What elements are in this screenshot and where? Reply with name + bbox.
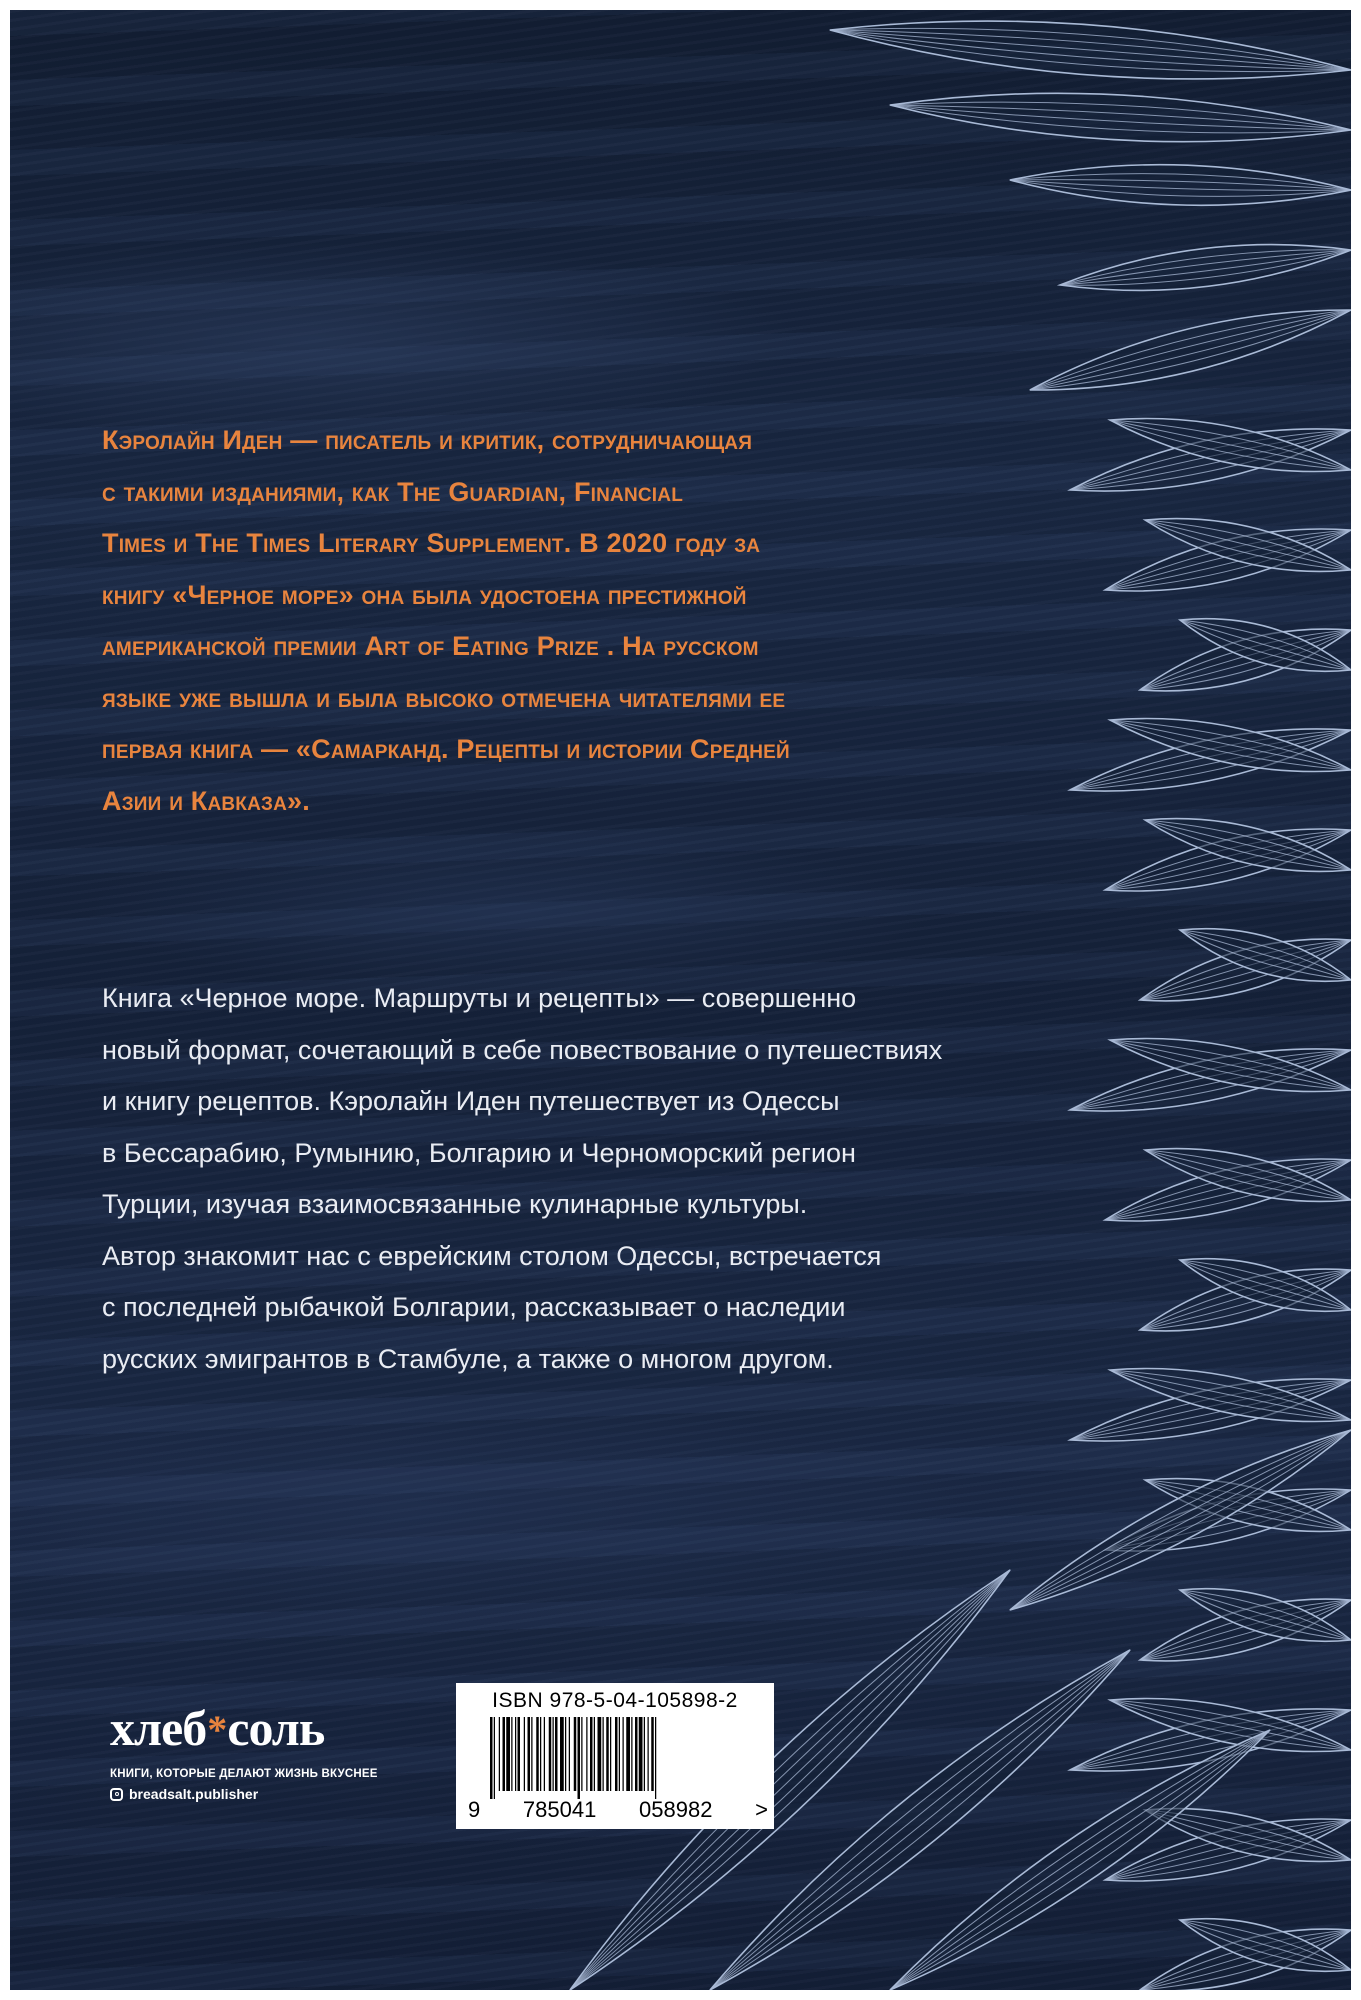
barcode-bar [619, 1717, 620, 1791]
book-description-line: русских эмигрантов в Стамбуле, а также о многом другом. [102, 1343, 834, 1374]
isbn-label: ISBN 978-5-04-105898-2 [492, 1689, 738, 1712]
barcode-bar [518, 1717, 521, 1791]
barcode-bar [603, 1717, 604, 1791]
barcode-bar [644, 1717, 645, 1791]
barcode-bar [639, 1717, 643, 1791]
author-bio-line: Times и The Times Literary Supplement. В 2020 году за [102, 528, 761, 558]
barcode-bar [623, 1717, 624, 1791]
isbn-digit-group: > [755, 1797, 768, 1822]
barcode [490, 1717, 746, 1799]
barcode-bar [549, 1717, 552, 1791]
book-description-line: Книга «Черное море. Маршруты и рецепты» — совершенно [102, 983, 857, 1013]
barcode-bar [528, 1717, 531, 1791]
barcode-bar [594, 1717, 595, 1791]
book-description-line: Автор знакомит нас с еврейским столом Одессы, встречается [102, 1240, 882, 1271]
isbn-digit-group: 058982 [639, 1797, 713, 1822]
author-bio-line: Азии и Кавказа». [102, 785, 310, 816]
barcode-bar [631, 1717, 632, 1791]
barcode-bar [635, 1717, 638, 1791]
barcode-bar [626, 1717, 630, 1791]
barcode-bar [606, 1717, 609, 1791]
book-description-line: Турции, изучая взаимосвязанные кулинарные культуры. [102, 1189, 808, 1219]
author-bio-line: американской премии Art of Eating Prize . На русском [102, 631, 759, 661]
barcode-bar [651, 1717, 654, 1791]
author-bio [102, 415, 1062, 827]
barcode-bar [610, 1717, 611, 1791]
publisher-logo [110, 1700, 430, 1760]
barcode-bar [506, 1717, 510, 1791]
book-description-line: новый формат, сочетающий в себе повествование о путешествиях [102, 1034, 943, 1065]
book-back-cover [10, 10, 1351, 1990]
barcode-bar [555, 1717, 558, 1791]
book-description-line: с последней рыбачкой Болгарии, рассказывает о наследии [102, 1292, 846, 1322]
author-bio-line: Кэролайн Иден — писатель и критик, сотрудничающая [102, 425, 753, 455]
publisher-social [110, 1786, 430, 1802]
barcode-bar [540, 1717, 541, 1791]
barcode-bar [565, 1717, 566, 1791]
isbn-digits [468, 1797, 768, 1823]
barcode-bar [531, 1717, 532, 1791]
barcode-bar [590, 1717, 593, 1791]
book-description [102, 973, 1062, 1385]
author-bio-line: первая книга — «Самарканд. Рецепты и истории Средней [102, 734, 790, 764]
author-bio-line: книгу «Черное море» она была удостоена престижной [102, 579, 747, 610]
barcode-bar [581, 1717, 582, 1791]
author-bio-line: с такими изданиями, как The Guardian, Financial [102, 476, 684, 507]
barcode-bar [503, 1717, 506, 1791]
barcode-bar [615, 1717, 618, 1791]
leaf-outline [1030, 310, 1351, 390]
barcode-bar [515, 1717, 516, 1791]
barcode-bar [655, 1717, 656, 1799]
isbn-barcode-box [456, 1683, 774, 1829]
leaf-outline [890, 93, 1351, 141]
barcode-bar [536, 1717, 539, 1791]
isbn-digit-group: 9 [468, 1797, 481, 1822]
isbn-digit-group: 785041 [522, 1797, 597, 1822]
instagram-icon [110, 1788, 123, 1801]
author-bio-line: языке уже вышла и была высоко отмечена читателями ее [102, 682, 786, 713]
book-description-line: и книгу рецептов. Кэролайн Иден путешествует из Одессы [102, 1086, 840, 1116]
barcode-bar [569, 1717, 570, 1791]
barcode-bar [574, 1717, 577, 1791]
leaf-outline [1060, 245, 1351, 291]
leaf-outline [1010, 165, 1351, 206]
barcode-bar [586, 1717, 587, 1791]
publisher-logo-left: хлеб [110, 1700, 207, 1756]
publisher-logo-right: соль [227, 1700, 325, 1756]
barcode-bar [578, 1717, 581, 1799]
publisher-logo-star: * [207, 1707, 227, 1752]
publisher-tagline: КНИГИ, КОТОРЫЕ ДЕЛАЮТ ЖИЗНЬ ВКУСНЕЕ [110, 1768, 378, 1780]
barcode-bar [544, 1717, 545, 1791]
barcode-bar [524, 1717, 525, 1791]
barcode-bar [553, 1717, 554, 1791]
publisher-handle: breadsalt.publisher [129, 1786, 259, 1802]
book-description-line: в Бессарабию, Румынию, Болгарию и Черноморский регион [102, 1137, 856, 1168]
barcode-bar [490, 1717, 493, 1799]
barcode-bar [494, 1717, 495, 1799]
publisher-block [110, 1700, 430, 1802]
barcode-bar [648, 1717, 649, 1791]
barcode-bar [499, 1717, 500, 1791]
barcode-bar [511, 1717, 512, 1791]
barcode-bar [598, 1717, 602, 1791]
barcode-bar [560, 1717, 564, 1791]
